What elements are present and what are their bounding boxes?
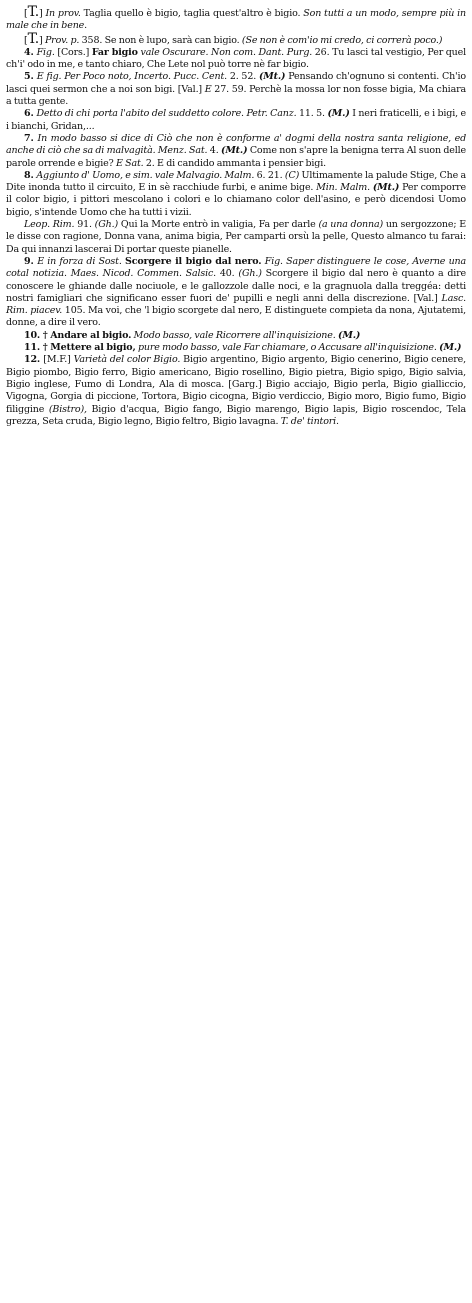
entry-text-run: 91. [74,219,95,231]
entry-text-run: In prov. [45,8,81,19]
entry-text-run: Fig. Saper distinguere le cose, Averne una cotal notizia. Maes. Nicod. Commen. Salsic. [6,255,467,280]
entry-text-run: 105. Ma voi, che 'l bigio scorgete dal nero, E distinguete compieta da nona, Ajutatemi, donne, a dire il vero. [6,305,467,329]
entry-text-run: E [204,83,212,95]
entry-text-run: (Bistro), [48,403,87,415]
entry-text-run: 4. [24,46,37,58]
entry-text-run: 11. 5. [296,108,328,120]
entry-text-run: T. [27,4,39,20]
entry-text-run: (Mt.) [258,71,286,83]
entry-text-run: (M.) [327,108,350,120]
dictionary-entry-paragraph [6,330,466,342]
entry-text-run: Detto di chi porta l'abito del suddetto colore. Petr. Canz. [36,108,297,120]
entry-text-run: 2. E di candido ammanta i pensier bigi. [143,157,326,169]
entry-text-run: 5. [24,71,37,83]
dictionary-entry-paragraph [6,170,466,219]
entry-text-run: 2. 52. [227,71,259,83]
entry-text-run: [ [24,8,28,19]
entry-text-run: (Gh.) [238,268,262,280]
entry-text-run: Modo basso, vale Ricorrere all'inquisizione. [133,329,336,341]
entry-text-run: (C) [284,169,300,181]
entry-text-run: Scorgere il bigio dal nero. [124,255,262,267]
dictionary-entry-paragraph [6,30,466,47]
entry-text-run: (Se non è com'io mi credo, ci correrà poco.) [241,34,443,46]
entry-text-run: Pensando ch'ognuno si contenti. Ch'io lasci quei sermon che a noi son bigi. [Val.] [6,71,466,95]
dictionary-entry-paragraph [6,108,466,133]
dictionary-entry-paragraph [6,71,466,108]
entry-text-run: E in forza di Sost. [37,255,122,267]
entry-text-run: 8. [24,169,37,181]
entry-text-run: 4. [207,145,221,157]
entry-text-run: 6. 21. [254,169,285,181]
dictionary-entry-paragraph [6,6,466,33]
entry-text-run: 358. Se non è lupo, sarà can bigio. [79,34,242,46]
entry-text-run: Bigio argentino, Bigio argento, Bigio cenerino, Bigio cenere, Bigio piombo, Bigio ferro, Bigio americano, Bigio rosellino, Bigio pietra, Bigio spigo, Bigio salvia, Bigio inglese, Fumo di Londra, Ala di mosca. [Garg.] Bigio acciajo, Bigio perla, Bigio gialliccio, Vigogna, Gorgia di piccione, Tortora, Bigio cicogna, Bigio verdiccio, Bigio moro, Bigio fumo, Bigio filiggine [6,354,466,415]
entry-text-run: vale Oscurare. Non com. Dant. Purg. [140,46,313,58]
entry-text-run: E fig. Per Poco noto, Incerto. Pucc. Cent. [36,71,227,83]
entry-text-run: 10. † Andare al bigio. [24,329,132,341]
dictionary-entry-paragraph [6,342,466,354]
dictionary-entry-paragraph [6,47,466,72]
entry-text-run: 26. Tu lasci tal vestigio, Per quel ch'i' odo in me, e tanto chiaro, Che Lete nol può torre nè far bigio. [6,46,467,71]
dictionary-entry-paragraph [6,133,466,170]
entry-text-run: 27. 59. Perchè la mossa lor non fosse bigia, Ma chiara a tutta gente. [6,83,466,108]
entry-text-run: T. de' tintori. [280,415,339,427]
entry-text-run: Come non s'apre la benigna terra Al suon delle parole orrende e bigie? [6,145,467,169]
entry-text-run: (a una donna) [318,219,384,231]
entry-text-run: 12. [24,354,44,366]
entry-text-run: pure modo basso, vale Far chiamare, o Accusare all'inquisizione. [138,342,437,354]
entry-text-run: (M.) [337,329,361,341]
entry-text-run: Son tutti a un modo, sempre più in male che in bene. [6,8,466,32]
entry-text-run: (Mt.) [372,182,400,194]
entry-text-run: Qui la Morte entrò in valigia, Fa per darle [118,219,319,231]
entry-text-run: 11. † Mettere al bigio, [24,342,136,354]
entry-text-run: ] [39,8,46,19]
entry-text-run: 40. [216,268,239,280]
entry-text-run: Prov. p. [44,34,80,46]
entry-text-run: 9. [24,255,38,267]
entry-text-run: Lasc. Rim. piacev. [6,292,466,317]
entry-text-run: (Gh.) [94,219,119,231]
entry-text-run: [ [24,34,28,46]
dictionary-entry-paragraph [6,219,466,256]
entry-text-run: 6. [24,108,37,120]
entry-text-run: In modo basso si dice di Ciò che non è conforme a' dogmi della nostra santa religione, ed anche di ciò che sa di malvagità. Menz. Sat. [6,132,467,157]
entry-text-run: Leop. Rim. [24,219,75,231]
entry-text-run: Per comporre il color bigio, i pittori mescolano i colori e lo chiamano color dell'asino, e però dicendosi Uomo bigio, s'intende Uomo che ha tutti i vizii. [6,182,466,218]
entry-text-run: I neri fraticelli, e i bigi, e i bianchi, Gridan,... [6,108,466,132]
entry-text-run: Bigio d'acqua, Bigio fango, Bigio marengo, Bigio lapis, Bigio roscendoc, Tela grezza, Seta cruda, Bigio legno, Bigio feltro, Bigio lavagna. [6,403,466,427]
entry-text-run: Fig. [36,46,55,58]
entry-text-run: 7. [24,132,38,144]
entry-text-run: Min. Malm. [316,182,370,194]
entry-text-run: Varietà del color Bigio. [73,354,181,366]
entry-text-run: (Mt.) [220,145,248,157]
dictionary-entry-paragraph [6,354,466,428]
entry-text-run: ] [39,34,45,46]
entry-text-run: un sergozzone; E le disse con ragione, Donna vana, anima bigia, Per camparti orsù la pelle, Questo almanco tu farai: Da qui innanzi lascerai Di portar queste pianelle. [6,219,466,255]
entry-text-run: [Cors.] [54,46,92,58]
entry-text-run: T. [27,30,39,47]
dictionary-entry-paragraph [6,256,466,330]
entry-text-run: Aggiunto d' Uomo, e sim. vale Malvagio. Malm. [36,169,255,181]
entry-text-run: [M.F.] [43,354,74,366]
entry-text-run: Taglia quello è bigio, taglia quest'altro è bigio. [80,8,304,19]
entry-text-run: (M.) [439,342,462,354]
entry-text-run: Far bigio [91,46,138,58]
entry-text-run: E Sat. [115,157,144,169]
entry-text-run: Scorgere il bigio dal nero è quanto a dire conoscere le ghiande dalle nociuole, e le gallozzole dalle noci, e la gragnuola dalla treggéa: detti nostri famigliari che significano esser fuori de' pupilli e negli anni della discrezione. [Val.] [6,268,467,304]
entry-text-run: Ultimamente la palude Stige, Che a Dite inonda tutto il circuito, E in sè racchiude furbi, e anime bige. [6,169,466,194]
